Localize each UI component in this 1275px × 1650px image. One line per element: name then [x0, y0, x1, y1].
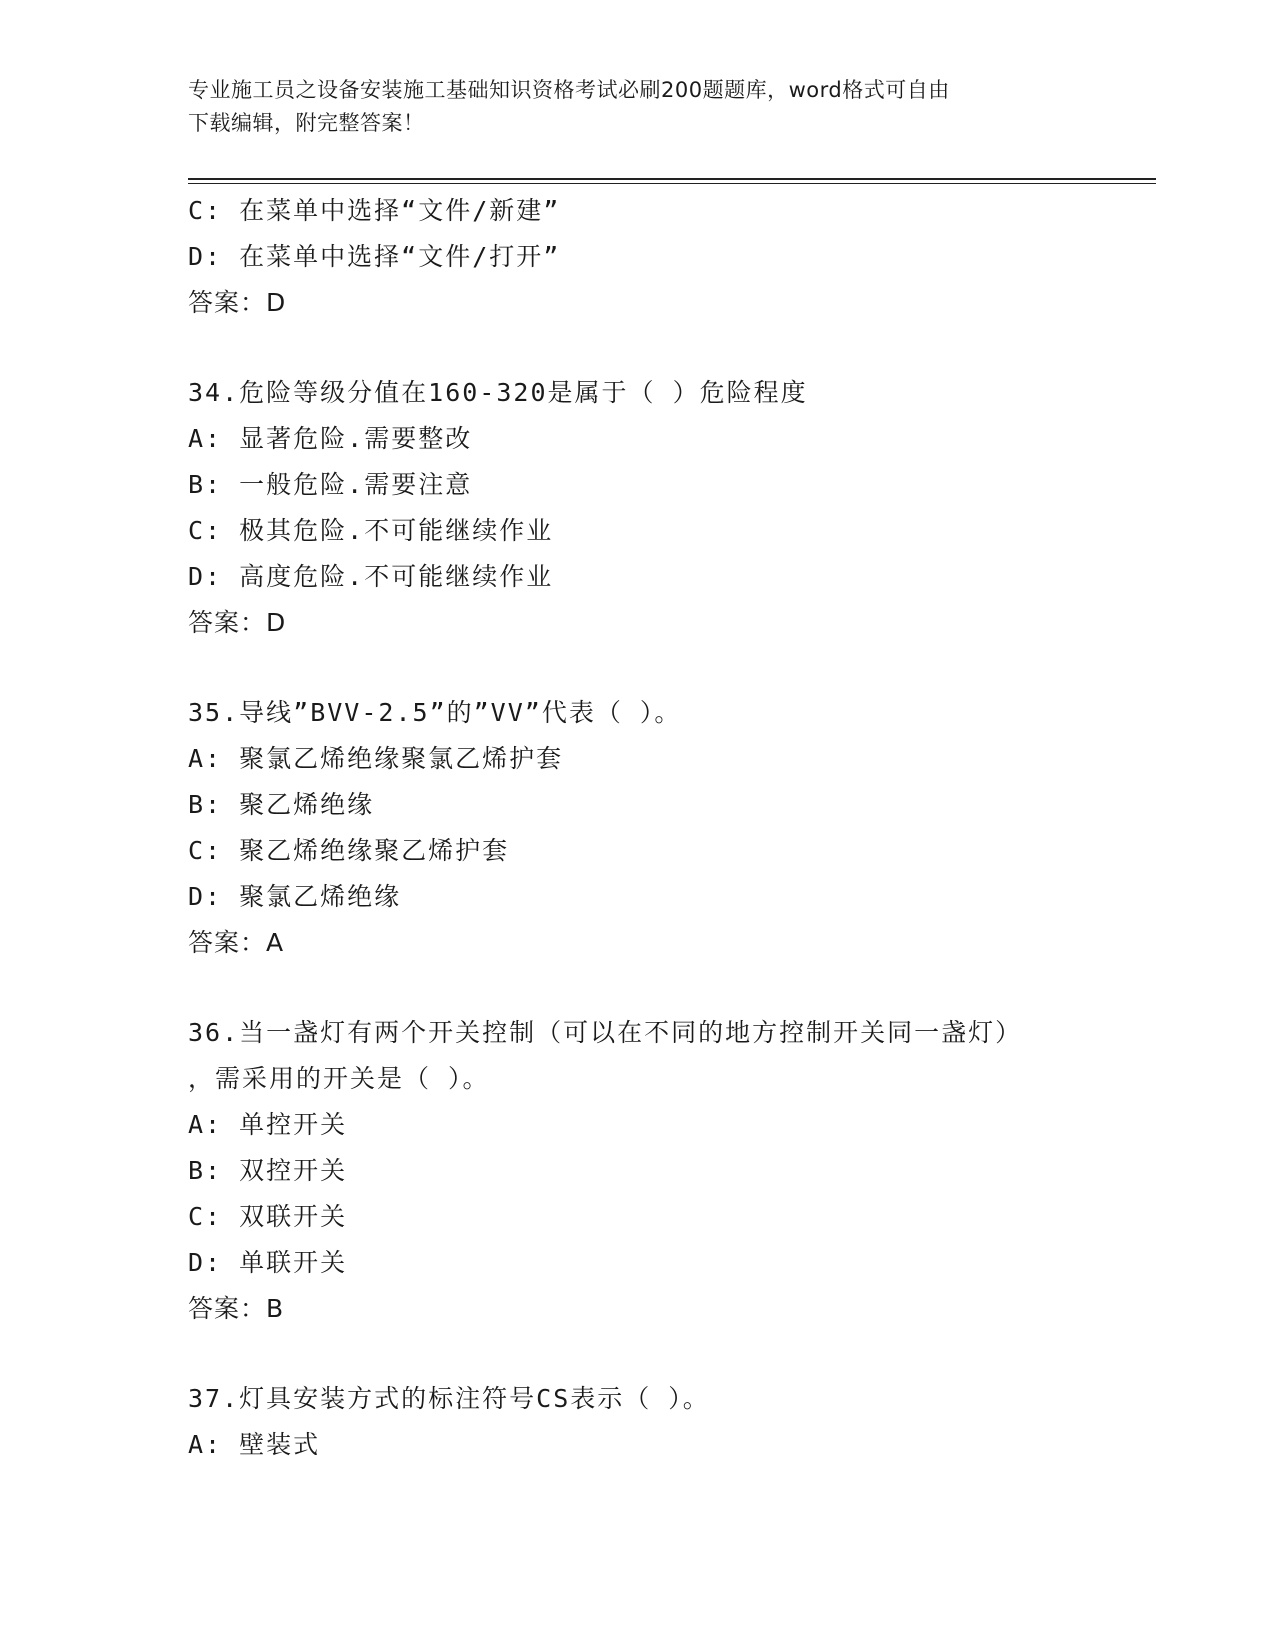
option-c: C: 在菜单中选择“文件/新建”: [188, 196, 561, 225]
option-b: B: 聚乙烯绝缘: [188, 790, 375, 819]
option-d: D: 聚氯乙烯绝缘: [188, 882, 402, 911]
spacer: [188, 966, 1156, 1010]
option-a: A: 显著危险.需要整改: [188, 424, 473, 453]
answer-line: 答案：B: [188, 1294, 285, 1323]
option-d: D: 单联开关: [188, 1248, 348, 1277]
option-a: A: 单控开关: [188, 1110, 348, 1139]
question-stem: 35.导线”BVV-2.5”的”VV”代表（ ）。: [188, 698, 682, 727]
question-stem: 37.灯具安装方式的标注符号CS表示（ ）。: [188, 1384, 710, 1413]
option-d: D: 高度危险.不可能继续作业: [188, 562, 554, 591]
option-c: C: 极其危险.不可能继续作业: [188, 516, 554, 545]
question-34: [188, 370, 1156, 646]
header-divider-thin: [188, 183, 1156, 184]
question-stem-line-2: ，需采用的开关是（ ）。: [188, 1064, 490, 1093]
spacer: [188, 646, 1156, 690]
option-d: D: 在菜单中选择“文件/打开”: [188, 242, 561, 271]
option-a: A: 壁装式: [188, 1430, 321, 1459]
question-stem-line-1: 36.当一盏灯有两个开关控制（可以在不同的地方控制开关同一盏灯）: [188, 1018, 1023, 1047]
option-b: B: 双控开关: [188, 1156, 348, 1185]
option-c: C: 聚乙烯绝缘聚乙烯护套: [188, 836, 510, 865]
header-title-line-2: 下载编辑，附完整答案！: [188, 111, 425, 135]
document-header: [188, 74, 1088, 140]
option-b: B: 一般危险.需要注意: [188, 470, 473, 499]
spacer: [188, 1332, 1156, 1376]
question-33-tail: [188, 188, 1156, 326]
option-a: A: 聚氯乙烯绝缘聚氯乙烯护套: [188, 744, 564, 773]
question-stem: 34.危险等级分值在160-320是属于（ ）危险程度: [188, 378, 808, 407]
answer-line: 答案：D: [188, 608, 287, 637]
question-37: [188, 1376, 1156, 1468]
header-title-line-1: 专业施工员之设备安装施工基础知识资格考试必刷200题题库，word格式可自由: [188, 78, 950, 102]
spacer: [188, 326, 1156, 370]
question-36: [188, 1010, 1156, 1332]
header-divider-thick: [188, 178, 1156, 180]
question-35: [188, 690, 1156, 966]
option-c: C: 双联开关: [188, 1202, 348, 1231]
answer-line: 答案：D: [188, 288, 287, 317]
answer-line: 答案：A: [188, 928, 285, 957]
question-list: [188, 188, 1156, 1468]
